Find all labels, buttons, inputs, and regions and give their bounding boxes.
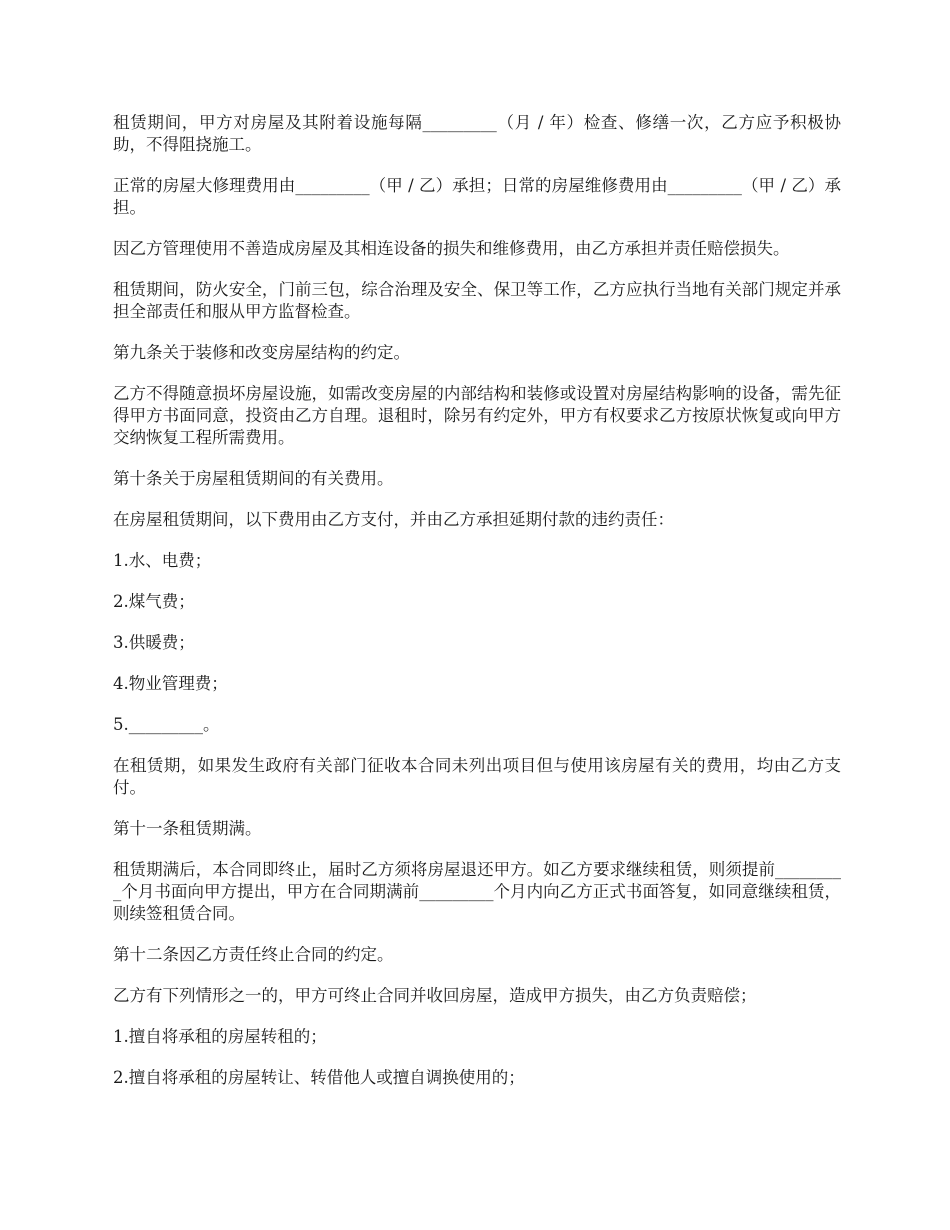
paragraph-repair-costs: 正常的房屋大修理费用由_________（甲 / 乙）承担；日常的房屋维修费用由_________（甲 / 乙）承担。: [113, 176, 841, 217]
list-item: 4.物业管理费；: [113, 674, 228, 693]
paragraph-safety-duties: 租赁期间，防火安全，门前三包，综合治理及安全、保卫等工作，乙方应执行当地有关部门规定并承担全部责任和服从甲方监督检查。: [113, 280, 841, 321]
document-page: [113, 112, 841, 1108]
clause-10-heading: 第十条关于房屋租赁期间的有关费用。: [113, 469, 394, 488]
clause-11-heading: 第十一条租赁期满。: [113, 819, 262, 838]
paragraph-renovation: 乙方不得随意损坏房屋设施，如需改变房屋的内部结构和装修或设置对房屋结构影响的设备，需先征得甲方书面同意，投资由乙方自理。退租时，除另有约定外，甲方有权要求乙方按原状恢复或向甲方交纳恢复工程所需费用。: [113, 384, 841, 447]
list-item: 2.擅自将承租的房屋转让、转借他人或擅自调换使用的；: [113, 1068, 525, 1087]
clause-12-heading: 第十二条因乙方责任终止合同的约定。: [113, 945, 394, 964]
paragraph-government-fees: 在租赁期，如果发生政府有关部门征收本合同未列出项目但与使用该房屋有关的费用，均由乙方支付。: [113, 756, 841, 797]
list-item: 1.水、电费；: [113, 551, 212, 570]
paragraph-inspection: 租赁期间，甲方对房屋及其附着设施每隔_________（月 / 年）检查、修缮一次，乙方应予积极协助，不得阻挠施工。: [113, 113, 841, 154]
paragraph-fees-intro: 在房屋租赁期间，以下费用由乙方支付，并由乙方承担延期付款的违约责任：: [113, 510, 674, 529]
list-item: 1.擅自将承租的房屋转租的；: [113, 1027, 327, 1046]
list-item: 3.供暖费；: [113, 633, 195, 652]
paragraph-termination-intro: 乙方有下列情形之一的，甲方可终止合同并收回房屋，造成甲方损失，由乙方负责赔偿；: [113, 986, 757, 1005]
list-item: 5._________。: [113, 715, 220, 734]
list-item: 2.煤气费；: [113, 592, 195, 611]
clause-9-heading: 第九条关于装修和改变房屋结构的约定。: [113, 343, 410, 362]
paragraph-damage-liability: 因乙方管理使用不善造成房屋及其相连设备的损失和维修费用，由乙方承担并责任赔偿损失。: [113, 239, 790, 258]
paragraph-lease-expiry: 租赁期满后，本合同即终止，届时乙方须将房屋退还甲方。如乙方要求继续租赁，则须提前_________个月书面向甲方提出，甲方在合同期满前_________个月内向乙方正式书面答复，如同意继续租赁，则续签租赁合同。: [113, 860, 841, 923]
